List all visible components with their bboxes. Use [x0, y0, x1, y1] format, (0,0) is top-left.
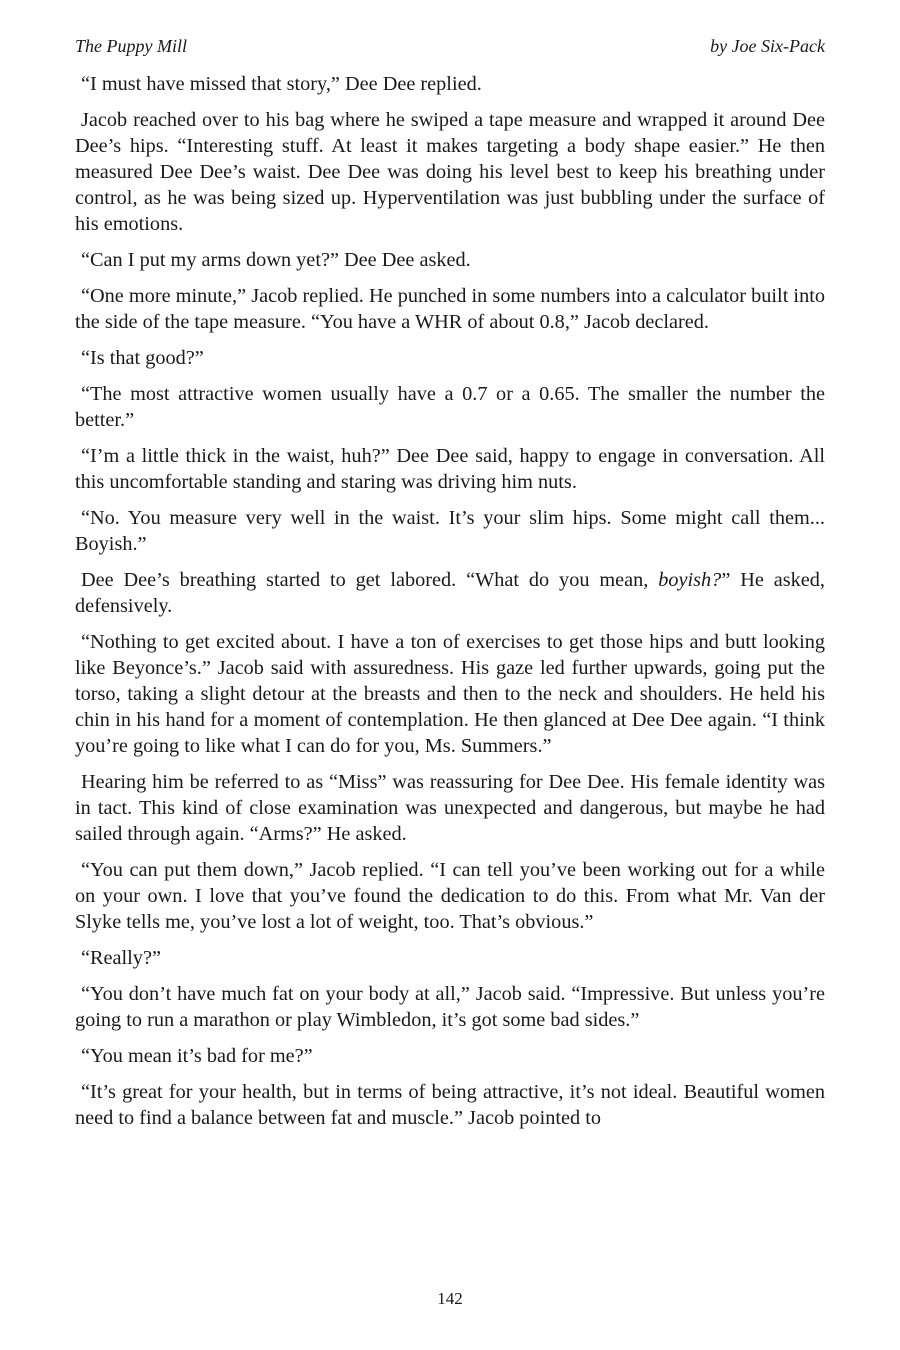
paragraph: “You don’t have much fat on your body at all,” Jacob said. “Impressive. But unless you’re going to run a marathon or play Wimbledon, it’s got some bad sides.” — [75, 983, 825, 1031]
paragraph: “You mean it’s bad for me?” — [81, 1045, 313, 1067]
paragraph: “Is that good?” — [81, 347, 204, 369]
paragraph: Hearing him be referred to as “Miss” was reassuring for Dee Dee. His female identity was in tact. This kind of close examination was unexpected and dangerous, but maybe he had sailed through again. “Arms?” He asked. — [75, 771, 825, 845]
paragraph: “It’s great for your health, but in terms of being attractive, it’s not ideal. Beautiful women need to find a balance between fat and muscle.” Jacob pointed to — [75, 1081, 825, 1129]
paragraph: “I’m a little thick in the waist, huh?” Dee Dee said, happy to engage in conversation. All this uncomfortable standing and staring was driving him nuts. — [75, 445, 825, 493]
book-title: The Puppy Mill — [75, 36, 187, 56]
book-author: by Joe Six-Pack — [710, 36, 825, 56]
running-header — [75, 36, 825, 57]
paragraph: Jacob reached over to his bag where he swiped a tape measure and wrapped it around Dee Dee’s hips. “Interesting stuff. At least it makes targeting a body shape easier.” He then measured Dee Dee’s waist. Dee Dee was doing his level best to keep his breathing under control, as he was being sized up. Hyperventilation was just bubbling under the surface of his emotions. — [75, 109, 825, 235]
paragraph: “I must have missed that story,” Dee Dee replied. — [81, 73, 482, 95]
paragraph: “No. You measure very well in the waist. It’s your slim hips. Some might call them... Boyish.” — [75, 507, 825, 555]
page-number: 142 — [437, 1289, 463, 1308]
page-body — [75, 71, 825, 1141]
paragraph: Dee Dee’s breathing started to get labored. “What do you mean, boyish?” He asked, defensively. — [75, 569, 825, 617]
paragraph: “One more minute,” Jacob replied. He punched in some numbers into a calculator built into the side of the tape measure. “You have a WHR of about 0.8,” Jacob declared. — [75, 285, 825, 333]
paragraph: “The most attractive women usually have a 0.7 or a 0.65. The smaller the number the better.” — [75, 383, 825, 431]
paragraph: “You can put them down,” Jacob replied. “I can tell you’ve been working out for a while on your own. I love that you’ve found the dedication to do this. From what Mr. Van der Slyke tells me, you’ve lost a lot of weight, too. That’s obvious.” — [75, 859, 825, 933]
paragraph: “Nothing to get excited about. I have a ton of exercises to get those hips and butt looking like Beyonce’s.” Jacob said with assuredness. His gaze led further upwards, going put the torso, taking a slight detour at the breasts and then to the neck and shoulders. He held his chin in his hand for a moment of contemplation. He then glanced at Dee Dee again. “I think you’re going to like what I can do for you, Ms. Summers.” — [75, 631, 825, 757]
paragraph: “Really?” — [81, 947, 161, 969]
paragraph: “Can I put my arms down yet?” Dee Dee asked. — [81, 249, 471, 271]
